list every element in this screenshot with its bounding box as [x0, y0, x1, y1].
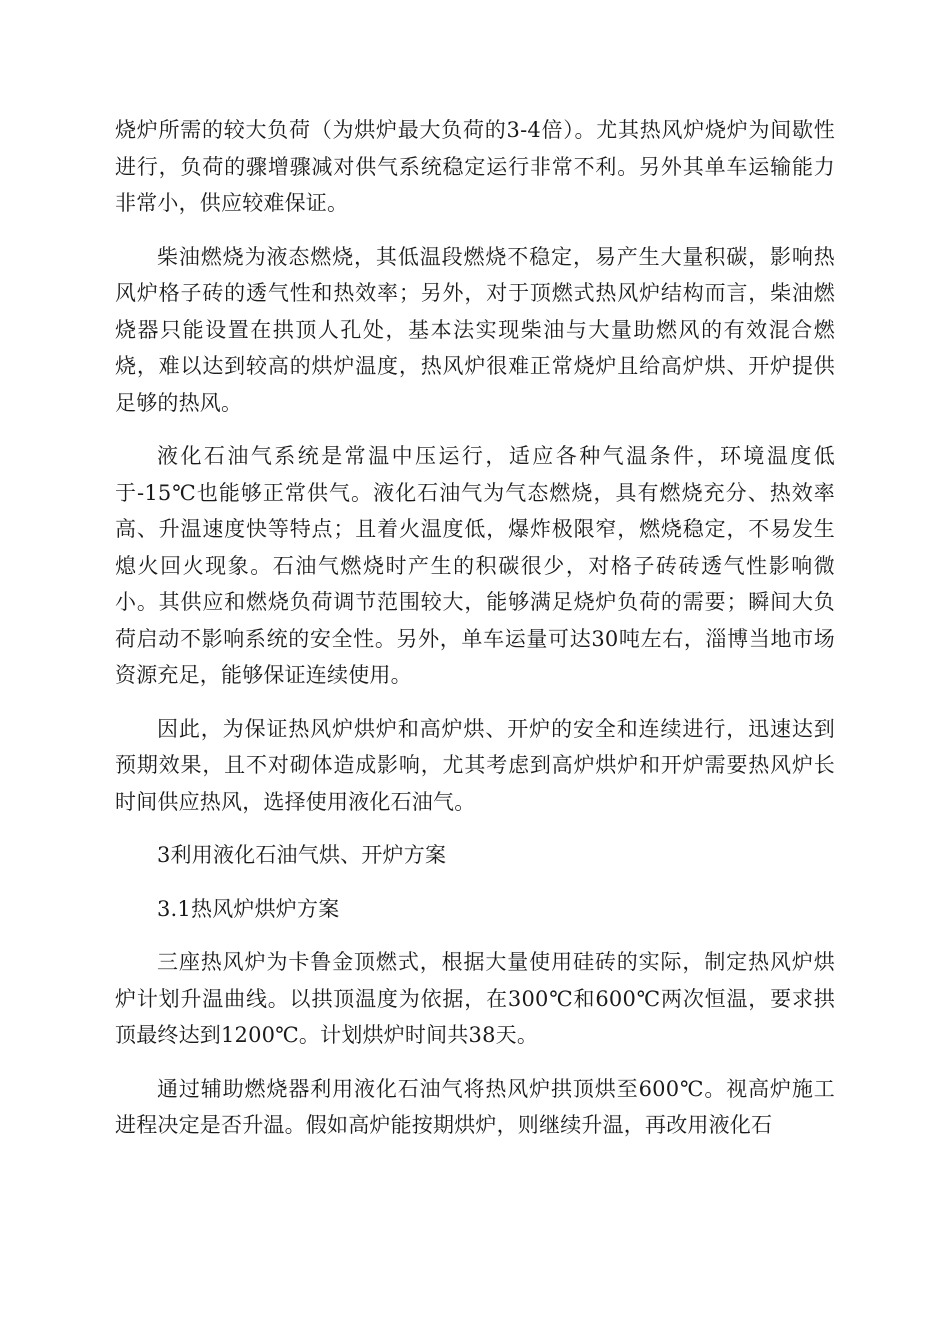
paragraph-hot-stove-plan: 三座热风炉为卡鲁金顶燃式，根据大量使用硅砖的实际，制定热风炉烘炉计划升温曲线。以拱顶温度为依据，在300℃和600℃两次恒温，要求拱顶最终达到1200℃。计划烘炉时间共38天。: [115, 950, 835, 1047]
section-heading-3: 3利用液化石油气烘、开炉方案: [157, 843, 447, 867]
paragraph-continuation: 烧炉所需的较大负荷（为烘炉最大负荷的3-4倍）。尤其热风炉烧炉为间歇性进行，负荷的骤增骤减对供气系统稳定运行非常不利。另外其单车运输能力非常小，供应较难保证。: [115, 118, 835, 215]
section-heading-3-1: 3.1热风炉烘炉方案: [157, 896, 340, 921]
paragraph-conclusion: 因此，为保证热风炉烘炉和高炉烘、开炉的安全和连续进行，迅速达到预期效果，且不对砌体造成影响，尤其考虑到高炉烘炉和开炉需要热风炉长时间供应热风，选择使用液化石油气。: [115, 716, 835, 814]
paragraph-auxiliary-burner: 通过辅助燃烧器利用液化石油气将热风炉拱顶烘至600℃。视高炉施工进程决定是否升温。假如高炉能按期烘炉，则继续升温，再改用液化石: [115, 1076, 835, 1137]
document-body: [115, 112, 835, 1161]
paragraph-diesel: 柴油燃烧为液态燃烧，其低温段燃烧不稳定，易产生大量积碳，影响热风炉格子砖的透气性和热效率；另外，对于顶燃式热风炉结构而言，柴油燃烧器只能设置在拱顶人孔处，基本法实现柴油与大量助燃风的有效混合燃烧，难以达到较高的烘炉温度，热风炉很难正常烧炉且给高炉烘、开炉提供足够的热风。: [115, 244, 835, 415]
paragraph-lpg-system: 液化石油气系统是常温中压运行，适应各种气温条件，环境温度低于-15℃也能够正常供气。液化石油气为气态燃烧，具有燃烧充分、热效率高、升温速度快等特点；且着火温度低，爆炸极限窄，燃烧稳定，不易发生熄火回火现象。石油气燃烧时产生的积碳很少，对格子砖砖透气性影响微小。其供应和燃烧负荷调节范围较大，能够满足烧炉负荷的需要；瞬间大负荷启动不影响系统的安全性。另外，单车运量可达30吨左右，淄博当地市场资源充足，能够保证连续使用。: [115, 444, 835, 687]
